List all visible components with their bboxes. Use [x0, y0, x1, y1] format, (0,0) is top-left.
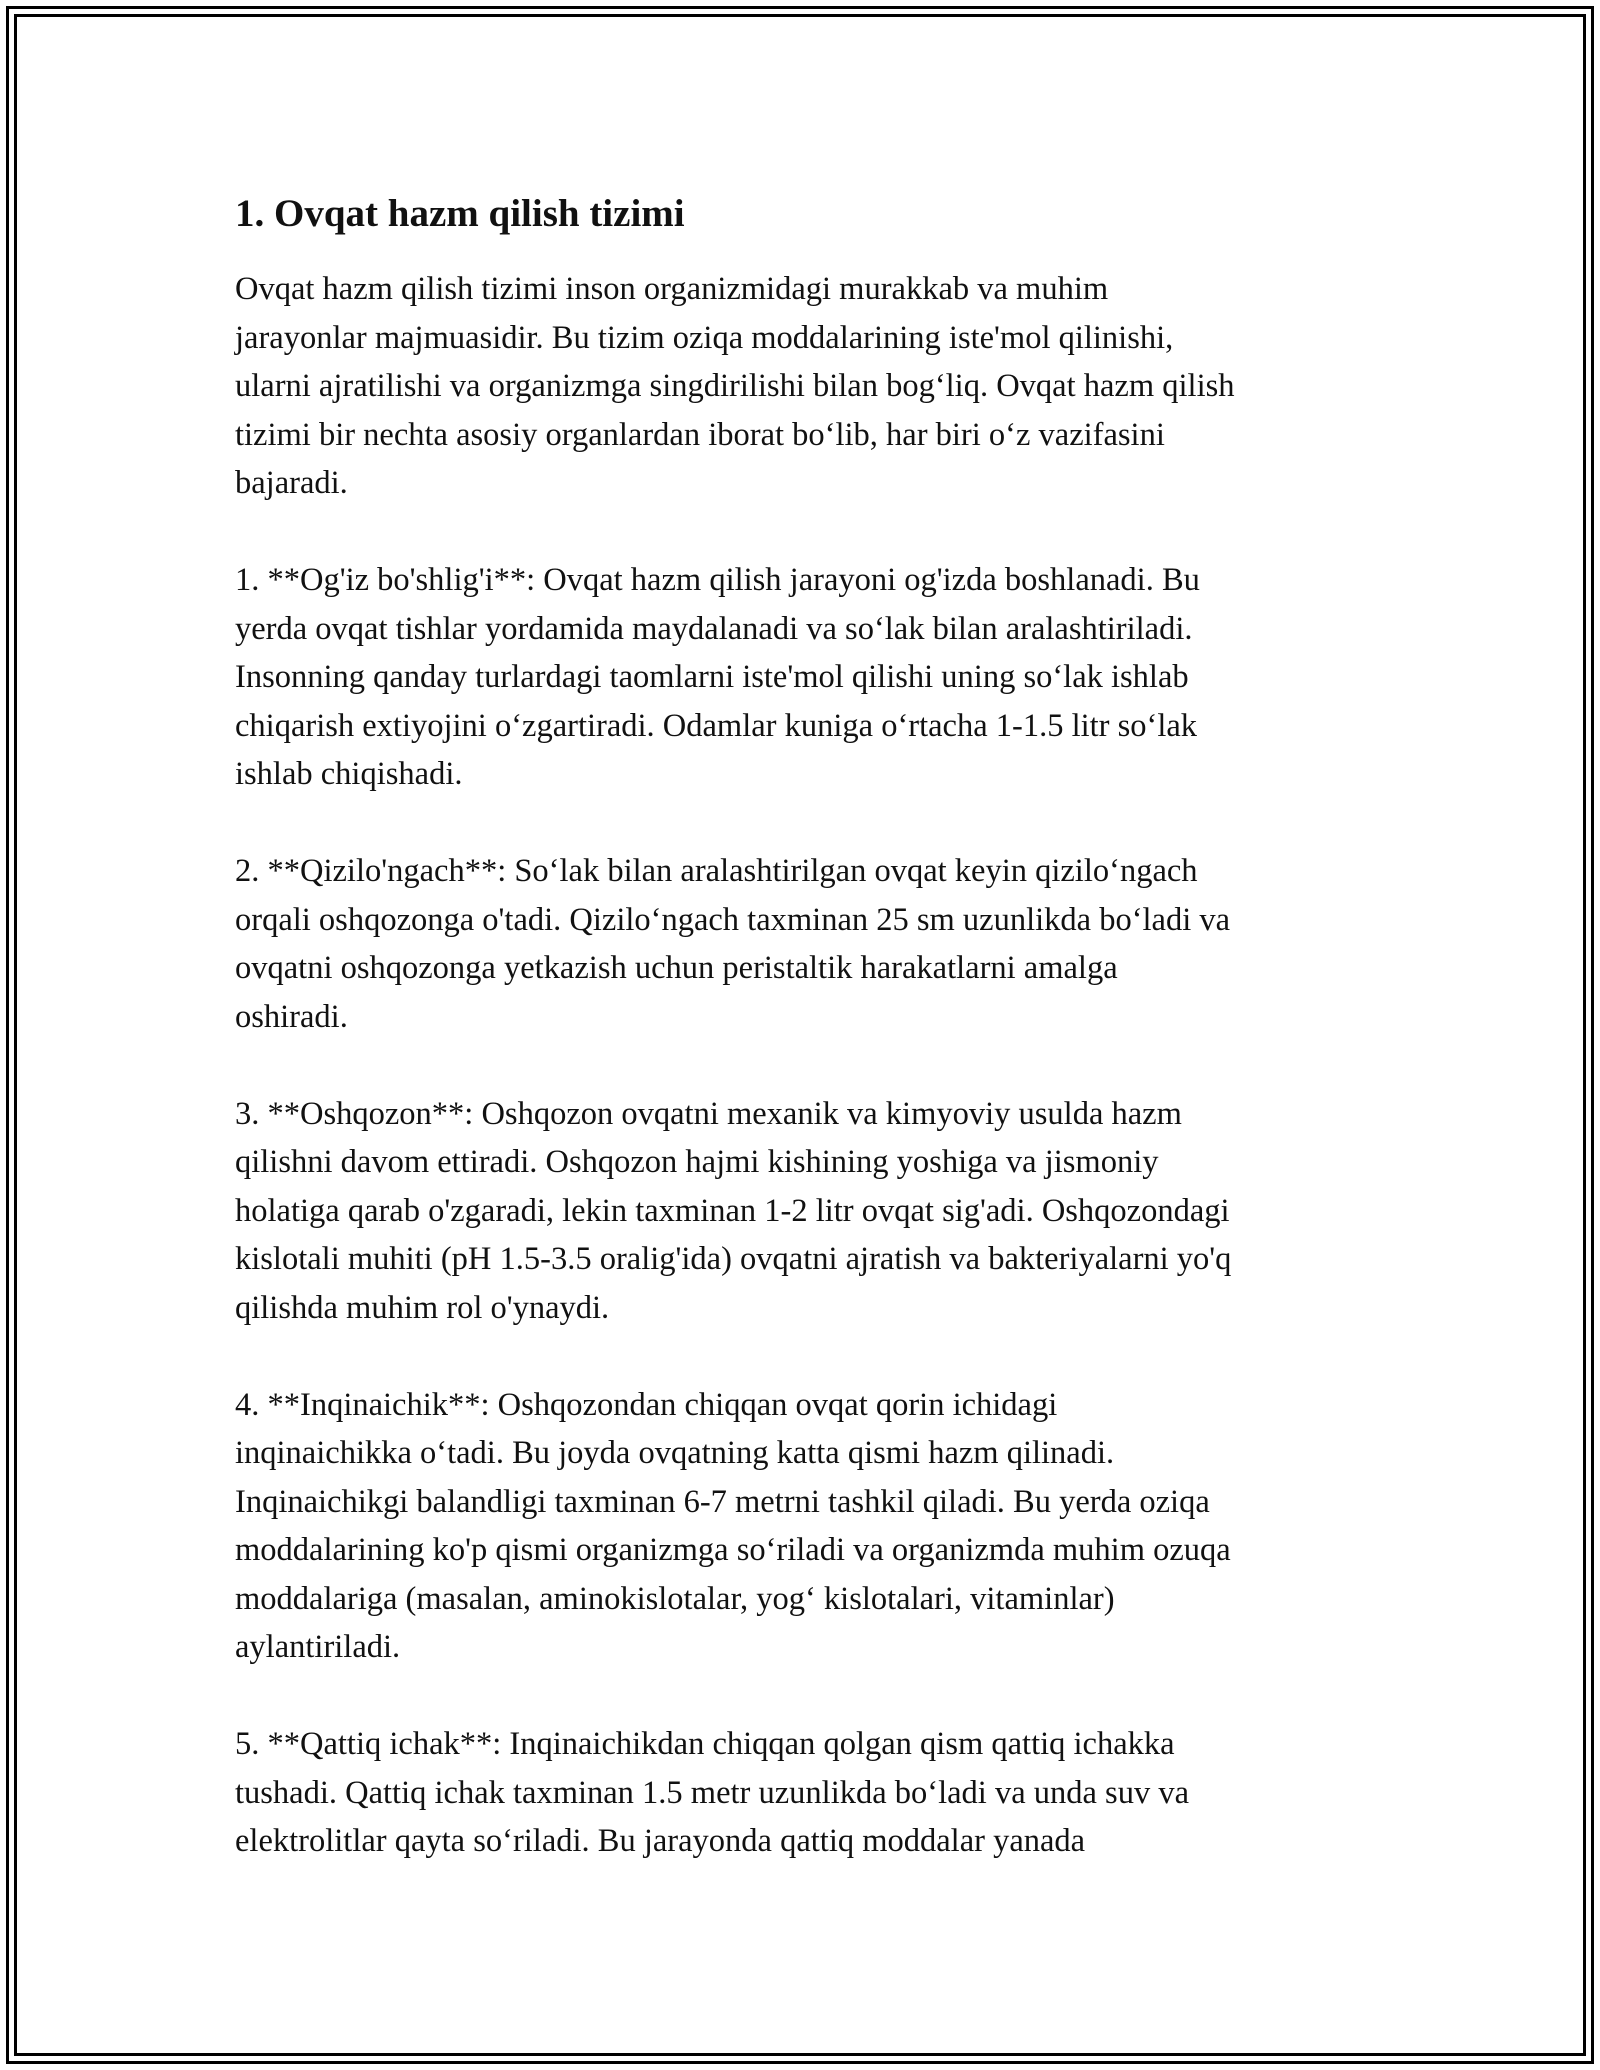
text-line: oshiradi.	[235, 998, 348, 1035]
text-line: ishlab chiqishadi.	[235, 756, 463, 792]
text-line: kislotali muhiti (pH 1.5-3.5 oralig'ida) ovqatni ajratish va bakteriyalarni yo'q	[235, 1241, 1232, 1277]
text-line: Insonning qanday turlardagi taomlarni iste'mol qilishi uning so‘lak ishlab	[235, 659, 1189, 695]
text-line: qilishni davom ettiradi. Oshqozon hajmi kishining yoshiga va jismoniy	[235, 1144, 1159, 1180]
text-line: qilishda muhim rol o'ynaydi.	[235, 1289, 610, 1326]
text-line: moddalariga (masalan, aminokislotalar, yog‘ kislotalari, vitaminlar)	[235, 1580, 1115, 1617]
text-line: tizimi bir nechta asosiy organlardan iborat bo‘lib, har biri o‘z vazifasini	[235, 416, 1165, 453]
document-body	[235, 190, 1365, 1866]
paragraph-gap	[235, 508, 1365, 557]
text-line: holatiga qarab o'zgaradi, lekin taxminan 1-2 litr ovqat sig'adi. Oshqozondagi	[235, 1192, 1230, 1229]
text-line: aylantiriladi.	[235, 1629, 401, 1665]
paragraph-gap	[235, 1041, 1365, 1090]
paragraph-gap	[235, 799, 1365, 848]
text-line: bajaradi.	[235, 465, 348, 501]
text-line: moddalarining ko'p qismi organizmga so‘riladi va organizmda muhim ozuqa	[235, 1532, 1231, 1568]
text-line: 5. **Qattiq ichak**: Inqinaichikdan chiqqan qolgan qism qattiq ichakka	[235, 1726, 1175, 1762]
text-line: 4. **Inqinaichik**: Oshqozondan chiqqan ovqat qorin ichidagi	[235, 1386, 1058, 1423]
intro-paragraph	[235, 265, 1365, 508]
text-line: chiqarish extiyojini o‘zgartiradi. Odamlar kuniga o‘rtacha 1-1.5 litr so‘lak	[235, 707, 1198, 744]
text-line: jarayonlar majmuasidir. Bu tizim oziqa moddalarining iste'mol qilinishi,	[235, 319, 1174, 356]
section-paragraph-esophagus	[235, 847, 1365, 1041]
text-line: inqinaichikka o‘tadi. Bu joyda ovqatning katta qismi hazm qilinadi.	[235, 1435, 1115, 1471]
text-line: tushadi. Qattiq ichak taxminan 1.5 metr uzunlikda bo‘ladi va unda suv va	[235, 1774, 1190, 1811]
text-line: Inqinaichikgi balandligi taxminan 6-7 metrni tashkil qiladi. Bu yerda oziqa	[235, 1483, 1210, 1520]
text-line: Ovqat hazm qilish tizimi inson organizmidagi murakkab va muhim	[235, 271, 1109, 307]
text-line: orqali oshqozonga o'tadi. Qizilo‘ngach taxminan 25 sm uzunlikda bo‘ladi va	[235, 901, 1231, 938]
text-line: 2. **Qizilo'ngach**: So‘lak bilan aralashtirilgan ovqat keyin qizilo‘ngach	[235, 853, 1198, 889]
paragraph-gap	[235, 1332, 1365, 1381]
section-paragraph-small-intestine	[235, 1381, 1365, 1672]
section-paragraph-stomach	[235, 1090, 1365, 1333]
text-line: ularni ajratilishi va organizmga singdirilishi bilan bog‘liq. Ovqat hazm qilish	[235, 368, 1235, 404]
section-paragraph-large-intestine	[235, 1720, 1365, 1866]
text-line: 3. **Oshqozon**: Oshqozon ovqatni mexanik va kimyoviy usulda hazm	[235, 1095, 1182, 1132]
paragraph-gap	[235, 1672, 1365, 1721]
text-line: elektrolitlar qayta so‘riladi. Bu jarayonda qattiq moddalar yanada	[235, 1823, 1086, 1859]
document-title: 1. Ovqat hazm qilish tizimi	[235, 192, 685, 235]
text-line: yerda ovqat tishlar yordamida maydalanadi va so‘lak bilan aralashtiriladi.	[235, 610, 1193, 647]
section-paragraph-oral-cavity	[235, 556, 1365, 799]
text-line: 1. **Og'iz bo'shlig'i**: Ovqat hazm qilish jarayoni og'izda boshlanadi. Bu	[235, 562, 1200, 598]
text-line: ovqatni oshqozonga yetkazish uchun peristaltik harakatlarni amalga	[235, 950, 1118, 986]
